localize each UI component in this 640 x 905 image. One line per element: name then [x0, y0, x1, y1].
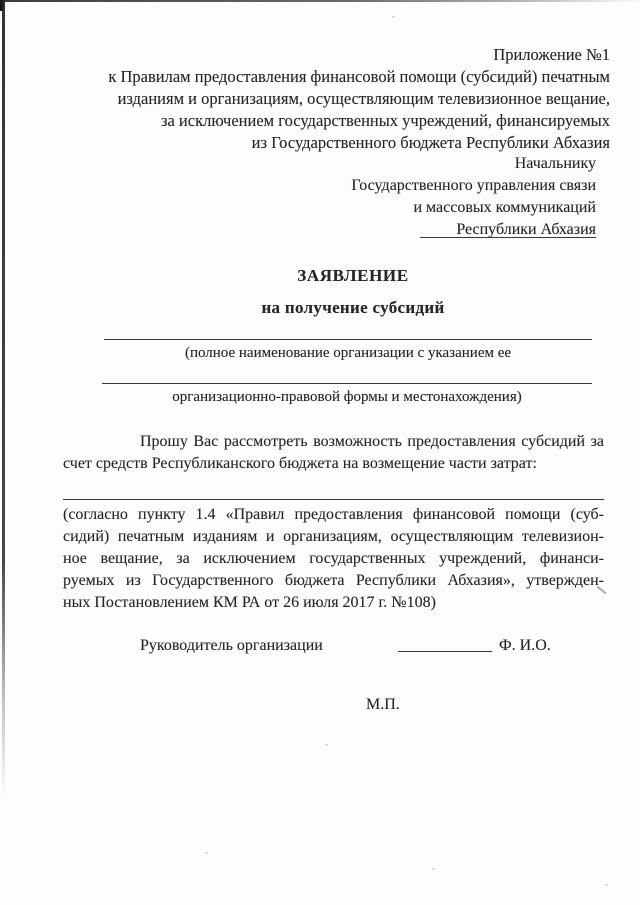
- scan-speck: [605, 884, 608, 886]
- stamp-placeholder: М.П.: [366, 696, 400, 713]
- org-name-caption-2: организационно-правовой формы и местонахождения): [172, 389, 522, 405]
- scan-left-edge-line: [2, 0, 5, 800]
- scan-top-edge-line: [0, 0, 640, 2]
- org-name-underline-2: [102, 383, 592, 384]
- legal-note-top-rule: [63, 499, 604, 500]
- addressee-name-underline: [420, 237, 596, 238]
- request-paragraph: [63, 431, 604, 475]
- annex-line: из Государственного бюджета Республики Абхазия: [251, 133, 610, 152]
- annex-reference-block: [60, 44, 610, 154]
- annex-line: Приложение №1: [493, 45, 610, 64]
- legal-note-line: руемых из Государственного бюджета Республики Абхазия», утвержден-: [63, 572, 604, 589]
- legal-note-line: сидий) печатным изданиям и организациям, осуществляющим телевизион-: [63, 528, 604, 545]
- scan-speck: [392, 16, 395, 18]
- signature-underline: [398, 651, 492, 652]
- legal-note-line: (согласно пункту 1.4 «Правил предоставления финансовой помощи (суб-: [63, 506, 604, 523]
- addressee-block: [351, 153, 596, 241]
- addressee-line: Государственного управления связи: [351, 177, 596, 194]
- annex-line: за исключением государственных учреждений, финансируемых: [160, 111, 610, 130]
- org-name-caption-1: (полное наименование организации с указанием ее: [184, 345, 512, 361]
- signature-role-label: Руководитель организации: [140, 637, 323, 654]
- addressee-line: Начальнику: [514, 155, 596, 172]
- signature-fio-label: Ф. И.О.: [499, 637, 551, 654]
- scan-speck: [205, 852, 208, 854]
- org-name-underline-1: [104, 339, 592, 340]
- request-line: Прошу Вас рассмотреть возможность предоставления субсидий за: [140, 433, 604, 450]
- annex-line: изданиям и организациям, осуществляющим телевизионное вещание,: [117, 89, 610, 108]
- scan-speck: [325, 744, 328, 746]
- request-line: счет средств Республиканского бюджета на возмещение части затрат:: [63, 455, 537, 472]
- legal-note-line: ное вещание, за исключением государственных учреждений, финанси-: [63, 550, 604, 567]
- addressee-line: и массовых коммуникаций: [413, 199, 596, 216]
- document-title: ЗАЯВЛЕНИЕ: [297, 266, 409, 285]
- annex-line: к Правилам предоставления финансовой помощи (субсидий) печатным: [108, 67, 610, 86]
- scan-speck: [432, 868, 435, 870]
- legal-note-paragraph: [63, 504, 604, 614]
- document-subtitle: на получение субсидий: [261, 298, 445, 317]
- legal-note-line: ных Постановлением КМ РА от 26 июля 2017 г. №108): [63, 594, 436, 611]
- addressee-line: Республики Абхазия: [456, 221, 596, 238]
